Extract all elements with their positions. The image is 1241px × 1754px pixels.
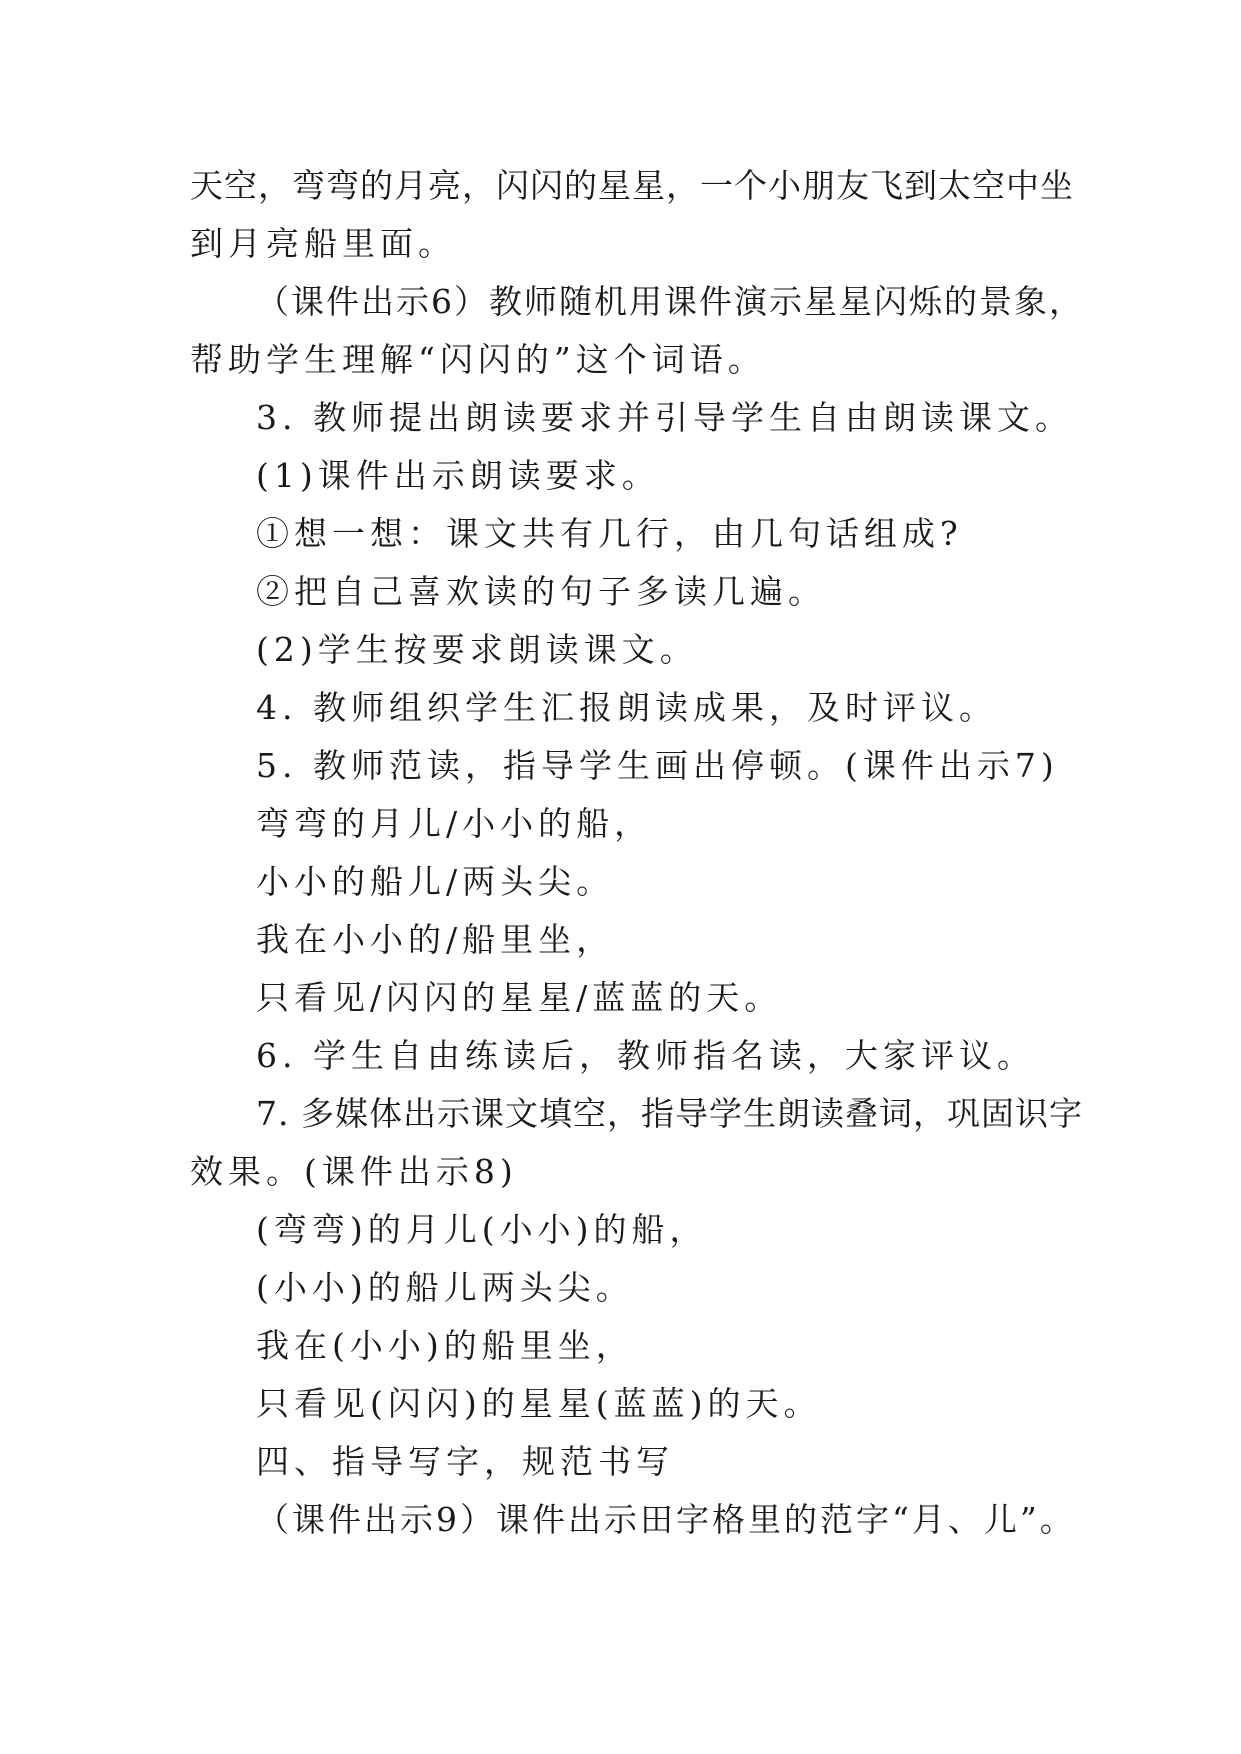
text-line: ②把自己喜欢读的句子多读几遍。 [256, 572, 826, 611]
text-line: 效果。(课件出示8) [190, 1152, 518, 1191]
text-line: 6. 学生自由练读后，教师指名读，大家评议。 [256, 1036, 1035, 1075]
text-line: 小小的船儿/两头尖。 [256, 862, 615, 901]
text-line: （课件出示9）课件出示田字格里的范字“月、儿”。 [256, 1500, 1076, 1539]
text-line: 帮助学生理解“闪闪的”这个词语。 [190, 340, 766, 379]
text-line: 天空，弯弯的月亮，闪闪的星星，一个小朋友飞到太空中坐 [190, 166, 1074, 205]
text-line: 3. 教师提出朗读要求并引导学生自由朗读课文。 [256, 398, 1073, 437]
text-line: 只看见(闪闪)的星星(蓝蓝)的天。 [256, 1384, 822, 1423]
text-line: 5. 教师范读，指导学生画出停顿。(课件出示7) [256, 746, 1059, 785]
text-line: 我在(小小)的船里坐， [256, 1326, 634, 1365]
text-line: (小小)的船儿两头尖。 [256, 1268, 634, 1307]
text-line: (2)学生按要求朗读课文。 [256, 630, 698, 669]
text-line: 我在小小的/船里坐， [256, 920, 615, 959]
text-line: 只看见/闪闪的星星/蓝蓝的天。 [256, 978, 783, 1017]
text-line: （课件出示6）教师随机用课件演示星星闪烁的景象， [256, 282, 1084, 321]
text-line: 4. 教师组织学生汇报朗读成果，及时评议。 [256, 688, 997, 727]
text-line: 7. 多媒体出示课文填空，指导学生朗读叠词，巩固识字 [256, 1094, 1083, 1133]
text-line: 弯弯的月儿/小小的船， [256, 804, 653, 843]
text-line: 到月亮船里面。 [190, 224, 456, 263]
text-line: ①想一想：课文共有几行，由几句话组成? [256, 514, 963, 553]
text-line: (1)课件出示朗读要求。 [256, 456, 660, 495]
text-line: (弯弯)的月儿(小小)的船， [256, 1210, 708, 1249]
section-heading: 四、指导写字，规范书写 [256, 1442, 674, 1481]
